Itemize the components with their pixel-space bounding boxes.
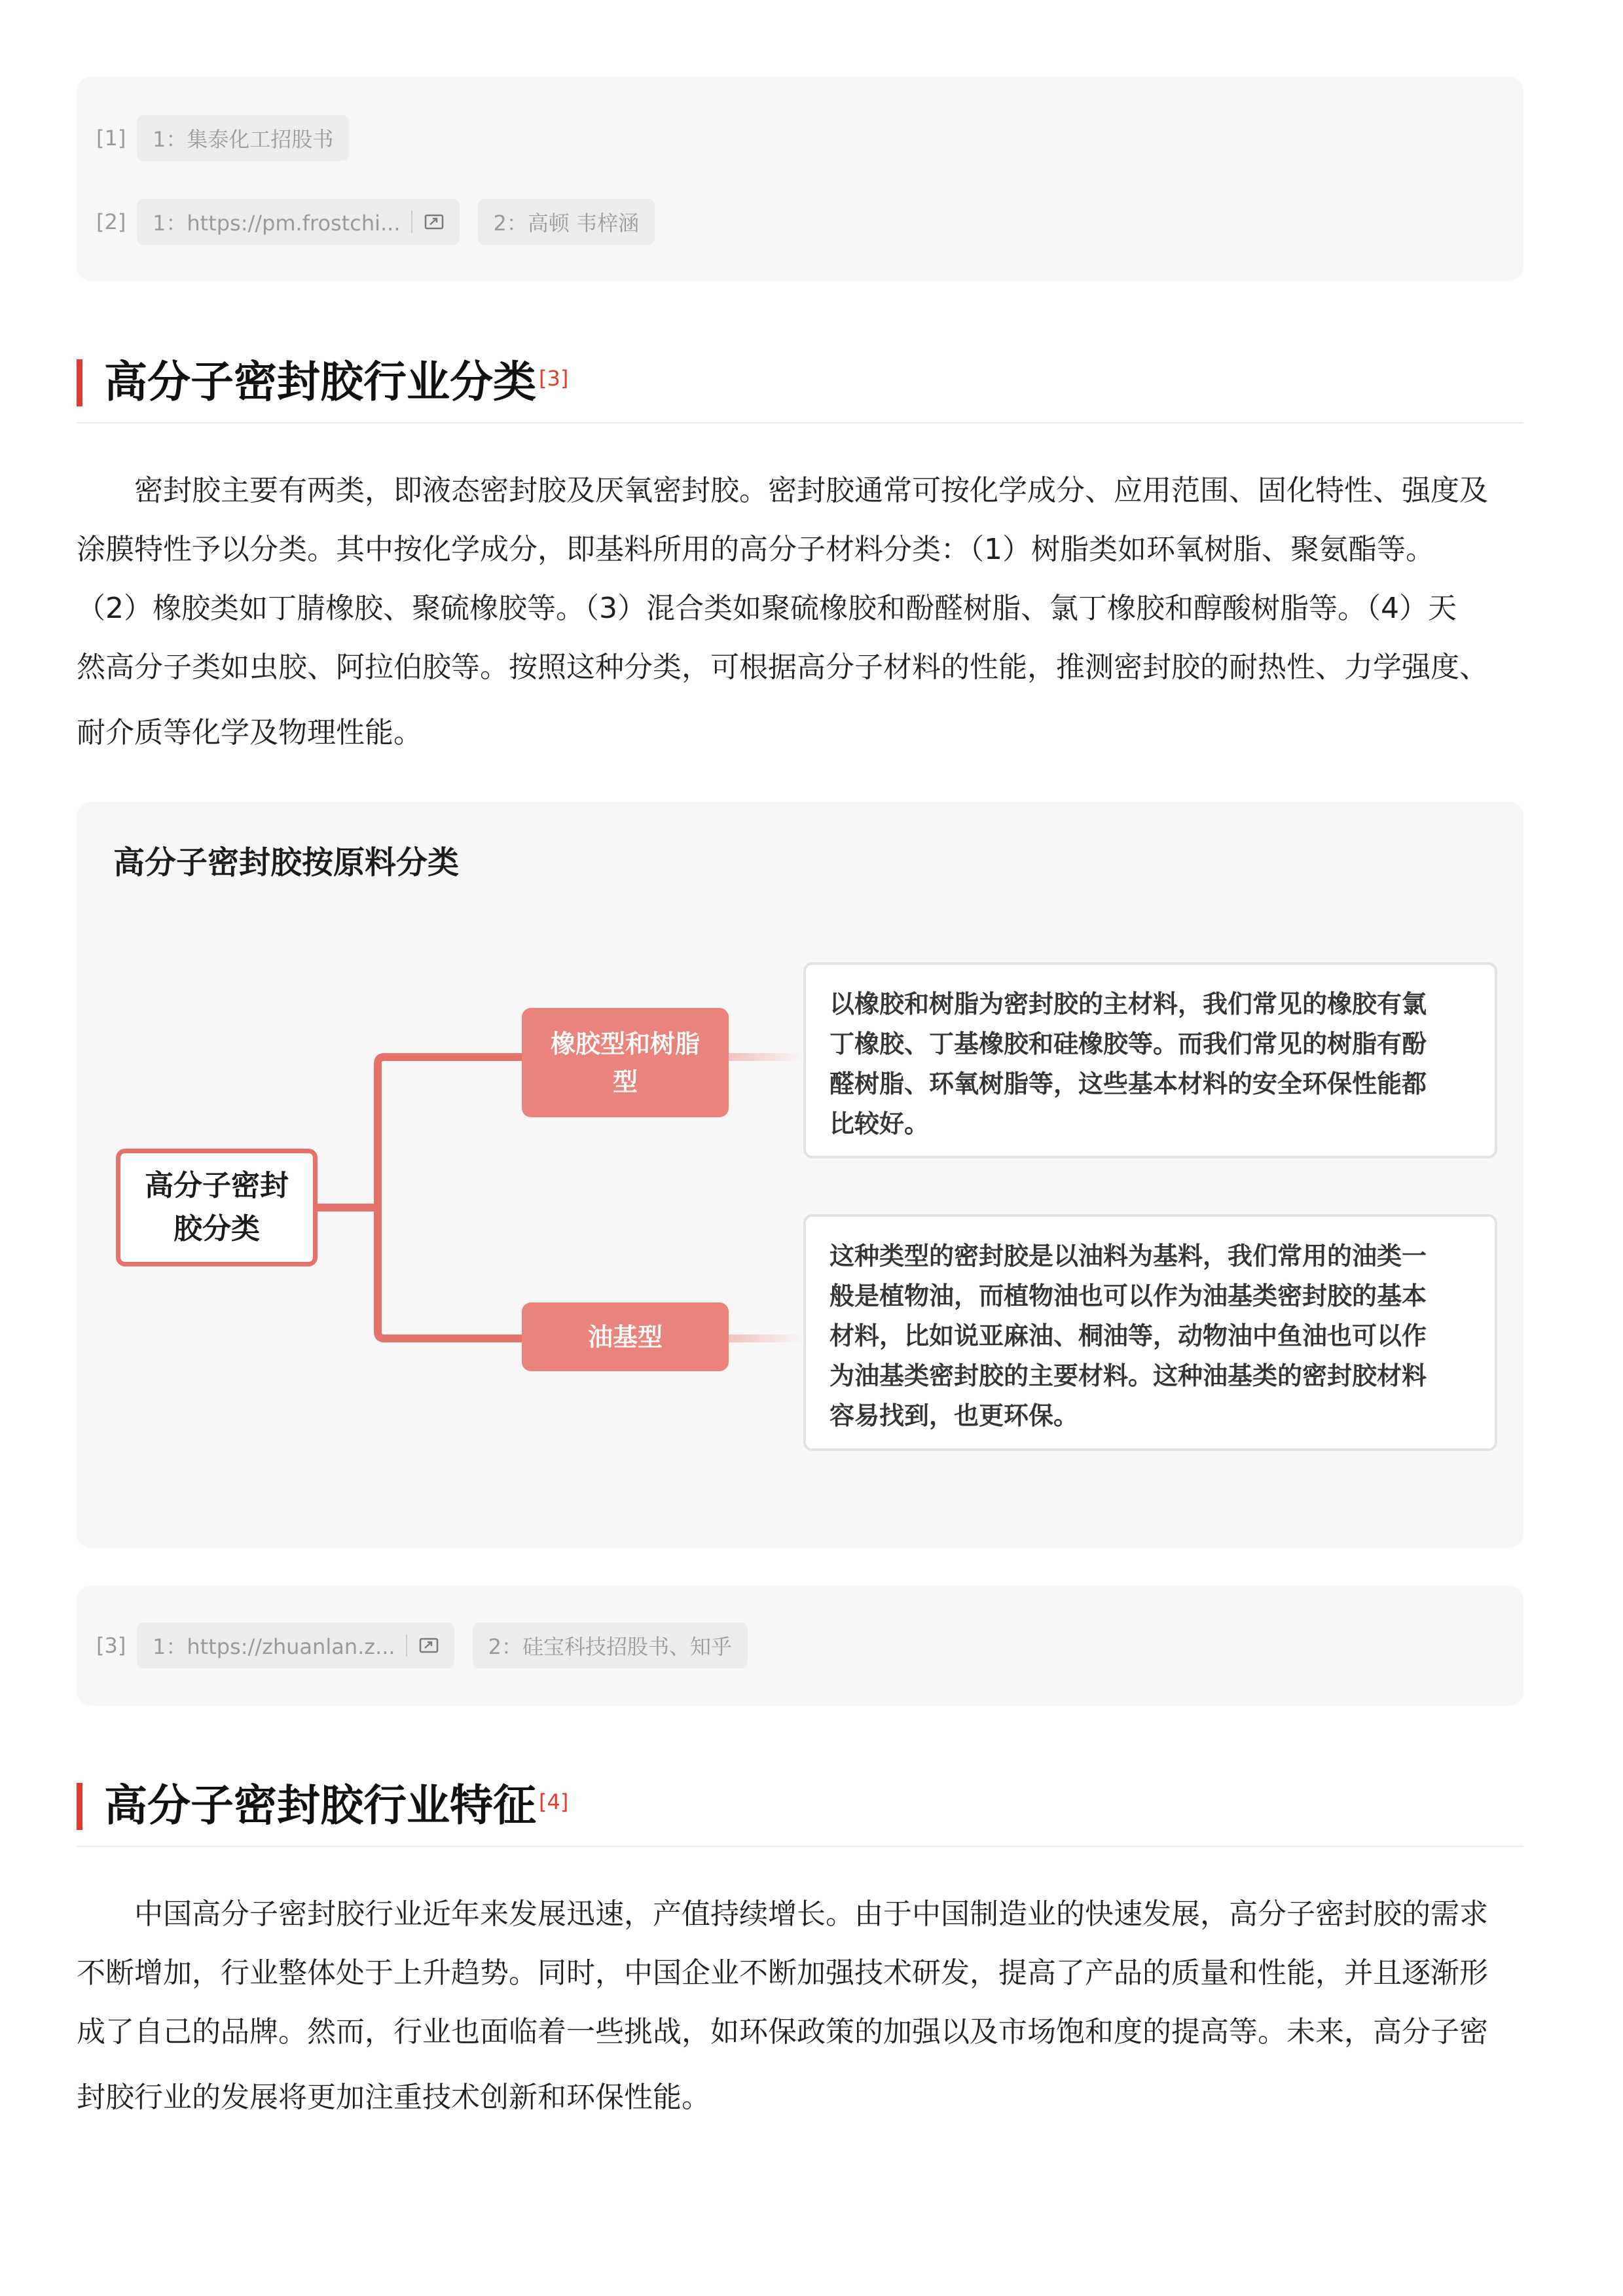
section-heading-classification [77,344,1523,423]
mindmap-leaf-rubber-resin: 以橡胶和树脂为密封胶的主材料，我们常见的橡胶有氯 丁橡胶、丁基橡胶和硅橡胶等。而我们常见的树脂有酚 醛树脂、环氧树脂等，这些基本材料的安全环保性能都 比较好。 [803,962,1497,1158]
mindmap-branch-rubber-resin: 橡胶型和树脂 型 [522,1008,729,1117]
reference-panel-middle [77,1586,1523,1706]
paragraph-line: 耐介质等化学及物理性能。 [77,716,422,749]
reference-chip-label: 2：硅宝科技招股书、知乎 [488,1634,732,1659]
reference-chip-label: 1：集泰化工招股书 [153,127,334,152]
footnote-ref[interactable]: [4] [539,1789,569,1814]
heading-accent-bar [77,1783,82,1830]
reference-number: [1] [96,126,126,151]
reference-number: [2] [96,209,126,234]
reference-chip-label: 1：https://zhuanlan.z... [153,1634,395,1659]
reference-link-chip[interactable] [137,1623,454,1668]
paragraph-line: 中国高分子密封胶行业近年来发展迅速，产值持续增长。由于中国制造业的快速发展，高分子密封胶的需求 [77,1897,1488,1931]
branch-connector-upper [378,1057,522,1208]
section-paragraph-characteristics [77,1885,1523,2134]
leaf-connector-lower [729,1335,803,1342]
section-title: 高分子密封胶行业分类 [3] [104,357,569,407]
reference-link-chip[interactable] [137,199,460,245]
chip-divider [411,211,412,233]
paragraph-line: 封胶行业的发展将更加注重技术创新和环保性能。 [77,2081,710,2114]
section-title: 高分子密封胶行业特征 [4] [104,1780,569,1831]
paragraph-line: 不断增加，行业整体处于上升趋势。同时，中国企业不断加强技术研发，提高了产品的质量和性能，并且逐渐形 [77,1956,1488,1990]
mindmap-branch-oil-based: 油基型 [522,1302,729,1371]
paragraph-line: 涂膜特性予以分类。其中按化学成分，即基料所用的高分子材料分类：（1）树脂类如环氧树脂、聚氨酯等。 [77,533,1434,566]
reference-panel-top [77,77,1523,281]
footnote-ref[interactable]: [3] [539,366,569,391]
external-link-icon[interactable] [419,1637,439,1654]
mindmap-title: 高分子密封胶按原料分类 [113,844,460,881]
paragraph-line: （2）橡胶类如丁腈橡胶、聚硫橡胶等。（3）混合类如聚硫橡胶和酚醛树脂、氯丁橡胶和醇酸树脂等。（4）天 [77,592,1457,625]
paragraph-line: 成了自己的品牌。然而，行业也面临着一些挑战，如环保政策的加强以及市场饱和度的提高等。未来，高分子密 [77,2015,1488,2049]
section-paragraph-classification [77,461,1523,769]
mindmap-leaf-oil-based: 这种类型的密封胶是以油料为基料，我们常用的油类一 般是植物油，而植物油也可以作为油基类密封胶的基本 材料，比如说亚麻油、桐油等，动物油中鱼油也可以作 为油基类密封胶的主要材料。这种油基类的密封胶材料 容易找到，也更环保。 [803,1214,1497,1451]
reference-row-3 [96,1623,766,1668]
branch-connector-lower [378,1208,522,1338]
reference-chip[interactable] [473,1623,748,1668]
heading-accent-bar [77,359,82,406]
paragraph-line: 然高分子类如虫胶、阿拉伯胶等。按照这种分类，可根据高分子材料的性能，推测密封胶的耐热性、力学强度、 [77,651,1488,684]
reference-number: [3] [96,1633,126,1658]
reference-chip-label: 2：高顿 韦梓涵 [493,211,640,236]
leaf-connector-upper [729,1053,803,1061]
reference-chip[interactable] [137,115,349,161]
chip-divider [406,1634,407,1657]
section-heading-characteristics [77,1767,1523,1847]
reference-chip[interactable] [478,199,655,245]
mindmap-root-node: 高分子密封 胶分类 [116,1149,318,1266]
reference-chip-label: 1：https://pm.frostchi... [153,211,401,236]
reference-row-2 [96,199,673,245]
reference-row-1 [96,115,367,161]
paragraph-line: 密封胶主要有两类，即液态密封胶及厌氧密封胶。密封胶通常可按化学成分、应用范围、固化特性、强度及 [77,474,1488,507]
mindmap-panel [77,802,1523,1548]
external-link-icon[interactable] [424,213,444,230]
